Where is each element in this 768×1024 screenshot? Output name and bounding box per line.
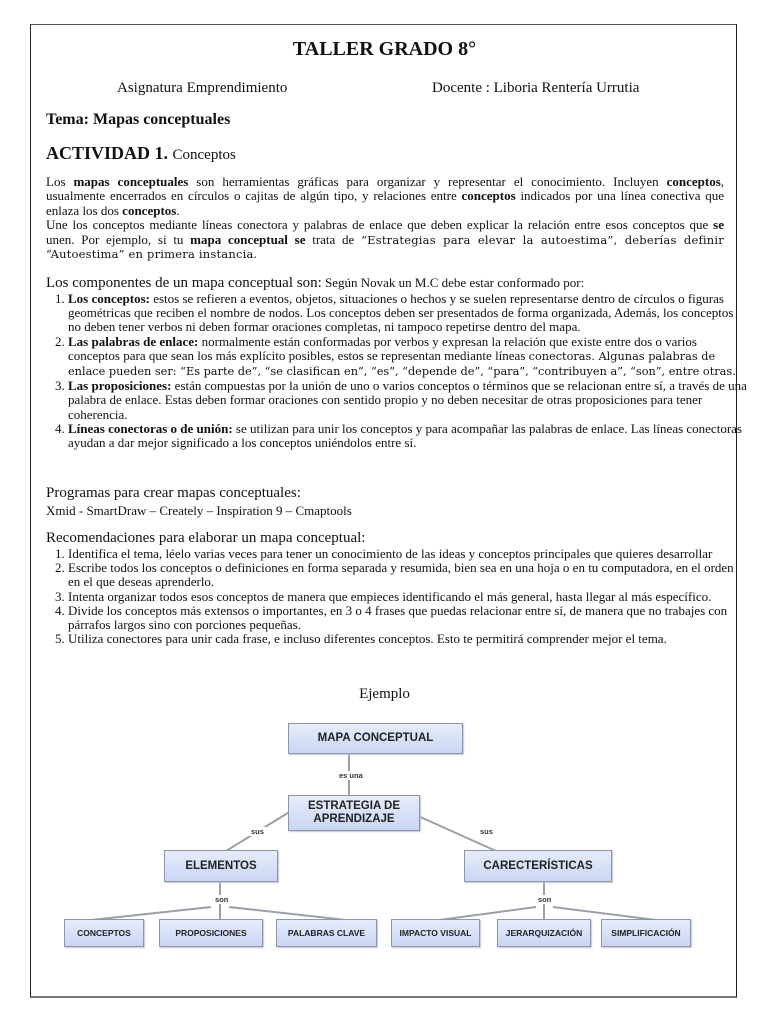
components-heading-note: Según Novak un M.C debe estar conformado por: (321, 275, 585, 290)
example-label: Ejemplo (359, 686, 410, 702)
item-text: se utilizan para unir los conceptos y para acompañar las palabras de enlace. Las líneas conectoras ayudan a dar mejor significado a los conceptos uniéndolos entre sí. (68, 420, 742, 451)
link-label-sus-left: sus (251, 827, 264, 836)
link-label-sus-right: sus (480, 827, 493, 836)
activity-label: ACTIVIDAD 1. (46, 143, 169, 163)
node-impacto-visual: IMPACTO VISUAL (391, 919, 480, 947)
intro-p2-part: Une los conceptos mediante líneas conectora y palabras de enlace que deben explicar la relación entre esos conceptos que (46, 217, 714, 233)
bold-term: conceptos (122, 202, 177, 218)
concept-map-diagram (31, 25, 738, 999)
node-elementos: ELEMENTOS (164, 850, 278, 882)
topic-heading: Tema: Mapas conceptuales (46, 111, 231, 128)
page-title: TALLER GRADO 8° (292, 38, 477, 60)
item-text: estos se refieren a eventos, objetos, situaciones o hechos y se suelen representarse dentro de círculos o figuras geométricas que reciben el nombre de nodos. Los conceptos deben ser presentados de forma organizada, Además, los conceptos no deben tener verbos ni deben formar oraciones completas, ni tampoco repetirse dentro del mapa. (68, 291, 734, 335)
text-run: Los (46, 174, 74, 189)
list-item: 1. Identifica el tema, léelo varias veces para tener un conocimiento de las ideas y conceptos principales que quieres desarrollar (68, 547, 748, 561)
item-term: Las proposiciones: (68, 378, 172, 394)
components-heading-text: Los componentes de un mapa conceptual son: (46, 275, 322, 291)
intro-p2-example: “Estrategias para elevar la autoestima”, deberías definir “Autoestima” en primera instancia. (46, 232, 724, 262)
bold-term: conceptos (666, 174, 721, 189)
node-caracteristicas: CARECTERÍSTICAS (464, 850, 612, 882)
list-item: 4. Divide los conceptos más extensos o importantes, en 3 o 4 frases que puedas relacionar entre sí, de manera que no trabajes con párrafos largos sino con porciones pequeñas. (68, 604, 748, 632)
item-text: normalmente están conformadas por verbos y expresan la relación que existe entre dos o varios conceptos para que sean los más explícito posibles, estos se representan mediante líneas (68, 333, 697, 363)
teacher-label: Docente : Liboria Rentería Urrutia (432, 80, 640, 96)
item-term: Líneas conectoras o de unión: (68, 420, 233, 436)
node-simplificacion: SIMPLIFICACIÓN (601, 919, 691, 947)
item-text: están compuestas por la unión de uno o varios conceptos o términos que se relacionan entre sí, a través de una palabra de enlace. Estas deben formar oraciones con sentido propio y no deben necesitar de otras proposiciones para tener coherencia. (68, 378, 747, 422)
item-term: Los conceptos: (68, 291, 150, 306)
item-text-alt: conectoras. Algunas palabras de enlace pueden ser: “Es parte de”, “se clasifican en”, “es”, “depende de”, “para”, “contribuyen a”, “son”, entre otras. (68, 349, 736, 379)
node-proposiciones: PROPOSICIONES (159, 919, 263, 947)
node-root: MAPA CONCEPTUAL (288, 723, 463, 754)
node-jerarquizacion: JERARQUIZACIÓN (497, 919, 591, 947)
intro-p2-part: unen. Por ejemplo, si tu (46, 231, 191, 247)
list-item: 2. Escribe todos los conceptos o definiciones en forma separada y resumida, bien sea en una hoja o en tu computadora, en el orden en el que deseas aprenderlo. (68, 561, 748, 589)
text-run: son herramientas gráficas para organizar y representar el conocimiento. Incluyen (188, 174, 667, 189)
text-run: . (176, 202, 180, 218)
intro-p2-bold: se (713, 217, 724, 233)
list-item: 3. Intenta organizar todos esos conceptos de manera que empieces identificando el más general, hasta llegar al más específico. (68, 590, 748, 604)
document-page (30, 24, 747, 998)
activity-topic: Conceptos (172, 147, 236, 163)
node-mid: ESTRATEGIA DE APRENDIZAJE (288, 795, 420, 831)
bold-term: mapas conceptuales (73, 174, 189, 189)
node-conceptos: CONCEPTOS (64, 919, 144, 947)
text-run: , usualmente encerrados en círculos o cajitas de algún tipo, y relaciones entre (46, 174, 725, 204)
connector-lines (31, 25, 738, 999)
intro-p2-part: trata de (305, 231, 362, 247)
list-item: 5. Utiliza conectores para unir cada frase, e incluso diferentes conceptos. Esto te permitirá comprender mejor el tema. (68, 632, 748, 646)
link-label-es-una: es una (339, 771, 363, 780)
programs-list: Xmid - SmartDraw – Creately – Inspiration 9 – Cmaptools (46, 503, 352, 518)
node-palabras-clave: PALABRAS CLAVE (276, 919, 377, 947)
programs-heading: Programas para crear mapas conceptuales: (46, 485, 301, 501)
link-label-son-left: son (215, 895, 229, 904)
link-label-son-right: son (538, 895, 552, 904)
text-run: indicados por una línea conectiva que enlaza los dos (46, 188, 724, 218)
recommendations-heading: Recomendaciones para elaborar un mapa conceptual: (46, 530, 366, 546)
subject-label: Asignatura Emprendimiento (117, 80, 288, 96)
bold-term: conceptos (461, 188, 516, 204)
item-term: Las palabras de enlace: (68, 333, 199, 349)
intro-p2-bold: mapa conceptual se (190, 231, 306, 247)
